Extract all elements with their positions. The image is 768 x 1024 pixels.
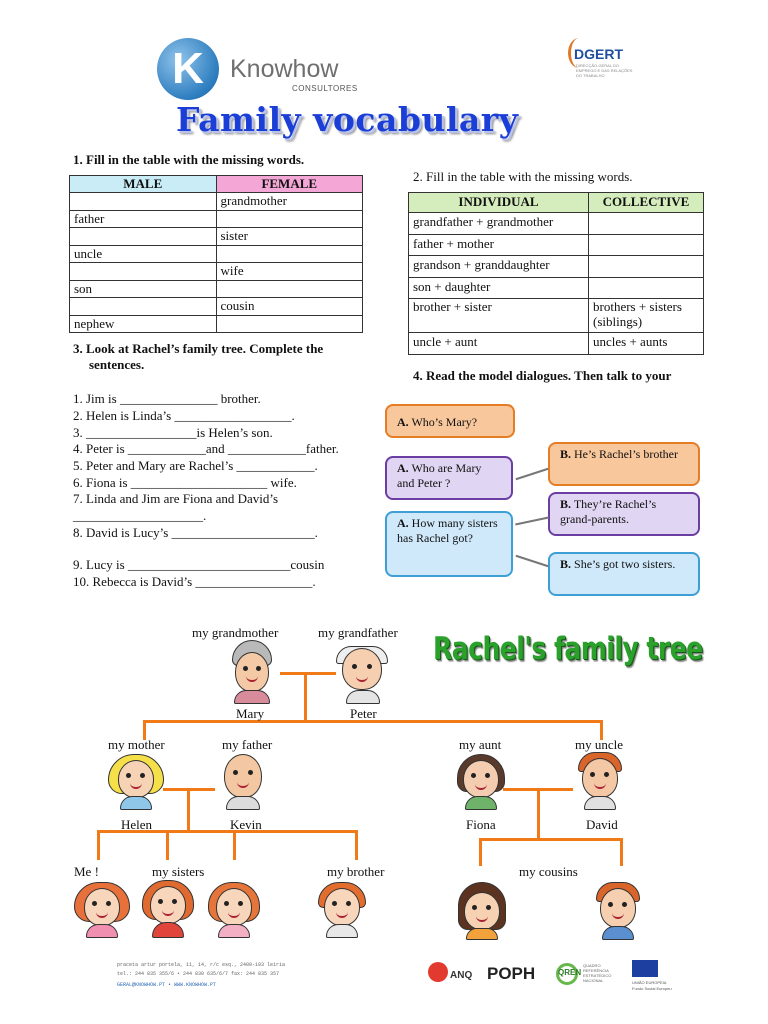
tree-line xyxy=(187,788,190,832)
table-cell[interactable] xyxy=(70,263,217,281)
table-cell: grandson + granddaughter xyxy=(409,256,589,278)
header-individual: INDIVIDUAL xyxy=(409,193,589,213)
eye xyxy=(367,664,372,669)
eye xyxy=(608,902,613,907)
eye xyxy=(172,899,177,904)
cousin2-shirt xyxy=(602,926,634,940)
eye xyxy=(248,770,253,775)
eye xyxy=(106,901,111,906)
dialogue-text: Who’s Mary? xyxy=(411,415,478,429)
label-peter: Peter xyxy=(350,706,377,721)
cousin2-face xyxy=(600,888,636,928)
table-row xyxy=(70,193,363,211)
tree-line xyxy=(479,838,622,841)
tree-line xyxy=(233,830,236,860)
table-row xyxy=(70,263,363,281)
table-cell: son + daughter xyxy=(409,277,589,299)
label-fiona: Fiona xyxy=(466,817,496,832)
tree-line xyxy=(304,672,307,722)
exercise1-table xyxy=(69,175,363,333)
label-me: Me ! xyxy=(74,864,99,879)
dialogue-text: They’re Rachel’s grand-parents. xyxy=(560,497,657,526)
tree-line xyxy=(620,838,623,866)
footer-address: praceta artur portela, 11, 14, r/c esq., 2400-193 leiria xyxy=(117,962,286,968)
dialogue-text: How many sisters has Rachel got? xyxy=(397,516,498,545)
qren-caption: QUADRO REFERÊNCIA ESTRATÉGICO NACIONAL xyxy=(583,963,612,983)
speaker-label: B. xyxy=(560,447,572,461)
eye xyxy=(622,902,627,907)
grandfather-shirt xyxy=(346,690,380,704)
table-row xyxy=(70,280,363,298)
tree-line xyxy=(166,830,169,860)
brand-name: Knowhow xyxy=(230,55,339,83)
label-aunt: my aunt xyxy=(459,737,502,752)
table-cell: grandmother xyxy=(216,193,363,211)
eye xyxy=(126,773,131,778)
sentence-7-cont: ____________________. xyxy=(73,508,207,523)
table-cell: brothers + sisters (siblings) xyxy=(589,299,704,333)
tree-line xyxy=(280,672,336,675)
sister1-shirt xyxy=(152,922,184,938)
table-row xyxy=(409,256,704,278)
exercise3-prompt-line2: sentences. xyxy=(89,357,145,372)
table-cell[interactable] xyxy=(216,210,363,228)
table-cell[interactable] xyxy=(70,228,217,246)
page-title: Family vocabulary xyxy=(176,100,519,139)
table-cell[interactable] xyxy=(216,245,363,263)
sentence-1: 1. Jim is _______________ brother. xyxy=(73,391,261,406)
eye xyxy=(352,664,357,669)
dialogue-b3 xyxy=(548,552,700,596)
table-row xyxy=(70,210,363,228)
mother-face xyxy=(118,760,154,798)
table-cell: brother + sister xyxy=(409,299,589,333)
dialogue-connector xyxy=(516,468,549,480)
dialogue-text: She’s got two sisters. xyxy=(574,557,676,571)
sentence-10: 10. Rebecca is David’s __________________. xyxy=(73,574,316,589)
speaker-label: B. xyxy=(560,557,572,571)
table-row xyxy=(409,299,704,333)
table-cell: cousin xyxy=(216,298,363,316)
eye xyxy=(486,905,491,910)
eye xyxy=(238,901,243,906)
cousin1-shirt xyxy=(466,928,498,940)
exercise3-prompt xyxy=(73,341,363,373)
poph-logo: POPH xyxy=(487,964,536,983)
exercise3-prompt-line1: 3. Look at Rachel’s family tree. Complete the xyxy=(73,341,324,356)
family-tree-title: Rachel's family tree xyxy=(433,630,703,667)
brother-face xyxy=(324,888,360,926)
sentence-3: 3. _________________is Helen’s son. xyxy=(73,425,273,440)
table-cell: uncles + aunts xyxy=(589,333,704,355)
knowhow-logo-letter: K xyxy=(172,44,204,93)
sister2-face xyxy=(216,888,252,926)
speaker-label: A. xyxy=(397,461,409,475)
table-cell: uncle + aunt xyxy=(409,333,589,355)
dialogue-a1 xyxy=(385,404,515,438)
table-row xyxy=(409,333,704,355)
header-collective: COLLECTIVE xyxy=(589,193,704,213)
table-cell: grandfather + grandmother xyxy=(409,213,589,235)
dgert-logo: DGERT xyxy=(574,46,623,62)
table-cell[interactable] xyxy=(216,315,363,333)
table-cell: wife xyxy=(216,263,363,281)
grandmother-shirt xyxy=(234,690,270,704)
tree-line xyxy=(355,830,358,860)
exercise2-prompt: 2. Fill in the table with the missing words. xyxy=(413,169,633,184)
label-kevin: Kevin xyxy=(230,817,262,832)
eu-logo-label: UNIÃO EUROPEIA xyxy=(632,980,667,985)
header-male: MALE xyxy=(70,176,217,193)
mother-shirt xyxy=(120,796,152,810)
table-cell[interactable] xyxy=(589,234,704,256)
eye xyxy=(224,901,229,906)
label-sisters: my sisters xyxy=(152,864,205,879)
sentence-7: 7. Linda and Jim are Fiona and David’s xyxy=(73,491,279,506)
table-cell[interactable] xyxy=(589,277,704,299)
dialogue-b1 xyxy=(548,442,700,486)
label-grandfather: my grandfather xyxy=(318,625,398,640)
footer-phone: tel.: 244 835 355/6 • 244 830 635/6/7 fax: 244 835 357 xyxy=(117,971,280,977)
sentence-5: 5. Peter and Mary are Rachel’s ____________. xyxy=(73,458,318,473)
sentence-4: 4. Peter is ____________and ____________father. xyxy=(73,441,339,456)
grandmother-face xyxy=(235,652,269,692)
uncle-face xyxy=(582,758,618,798)
label-cousins: my cousins xyxy=(519,864,578,879)
eye xyxy=(140,773,145,778)
speaker-label: B. xyxy=(560,497,572,511)
eye xyxy=(233,770,238,775)
anq-logo: ANQ xyxy=(450,970,473,981)
eye xyxy=(471,773,476,778)
sentence-9: 9. Lucy is _________________________cousin xyxy=(73,557,325,572)
father-shirt xyxy=(226,796,260,810)
sentence-8: 8. David is Lucy’s ______________________. xyxy=(73,525,318,540)
footer-email[interactable]: GERAL@KNOWHOW.PT • WWW.KNOWHOW.PT xyxy=(117,982,217,988)
eu-flag-icon xyxy=(632,960,658,977)
grandfather-face xyxy=(342,648,382,690)
table-row xyxy=(70,228,363,246)
dialogue-text: Who are Mary and Peter ? xyxy=(397,461,482,490)
tree-line xyxy=(97,830,100,860)
table-cell[interactable] xyxy=(70,193,217,211)
dialogue-connector xyxy=(516,555,549,567)
eye xyxy=(346,901,351,906)
sentence-6: 6. Fiona is _____________________ wife. xyxy=(73,475,297,490)
table-cell[interactable] xyxy=(216,280,363,298)
table-cell: son xyxy=(70,280,217,298)
speaker-label: A. xyxy=(397,415,409,429)
table-row xyxy=(409,213,704,235)
exercise4-prompt: 4. Read the model dialogues. Then talk to your xyxy=(413,368,672,383)
eye xyxy=(332,901,337,906)
label-david: David xyxy=(586,817,618,832)
label-helen: Helen xyxy=(121,817,153,832)
sentence-2: 2. Helen is Linda’s __________________. xyxy=(73,408,295,423)
sister2-shirt xyxy=(218,924,250,938)
table-cell: father + mother xyxy=(409,234,589,256)
table-cell[interactable] xyxy=(589,213,704,235)
table-cell: father xyxy=(70,210,217,228)
speaker-label: A. xyxy=(397,516,409,530)
rachel-shirt xyxy=(86,924,118,938)
aunt-face xyxy=(463,760,499,798)
table-row xyxy=(409,234,704,256)
table-cell[interactable] xyxy=(70,298,217,316)
aunt-shirt xyxy=(465,796,497,810)
eye xyxy=(485,773,490,778)
eye xyxy=(158,899,163,904)
table-row xyxy=(70,315,363,333)
eye xyxy=(92,901,97,906)
table-cell: uncle xyxy=(70,245,217,263)
dialogue-a2 xyxy=(385,456,513,500)
tree-line xyxy=(537,788,540,840)
table-cell[interactable] xyxy=(589,256,704,278)
dgert-subtitle: DIRECÇÃO-GERAL DO EMPREGO E DAS RELAÇÕES DO TRABALHO xyxy=(576,63,633,78)
eye xyxy=(256,666,261,671)
label-grandmother: my grandmother xyxy=(192,625,279,640)
brother-shirt xyxy=(326,924,358,938)
label-mother: my mother xyxy=(108,737,165,752)
anq-logo-icon xyxy=(428,962,448,982)
tree-line xyxy=(479,838,482,866)
uncle-shirt xyxy=(584,796,616,810)
qren-logo: QREN xyxy=(558,968,582,977)
exercise1-prompt: 1. Fill in the table with the missing words. xyxy=(73,152,305,167)
header-female: FEMALE xyxy=(216,176,363,193)
eye xyxy=(590,772,595,777)
rachel-face xyxy=(84,888,120,926)
table-cell: nephew xyxy=(70,315,217,333)
dialogue-a3 xyxy=(385,511,513,577)
exercise2-table xyxy=(408,192,704,355)
table-row xyxy=(70,298,363,316)
label-father: my father xyxy=(222,737,273,752)
dialogue-b2 xyxy=(548,492,700,536)
father-face xyxy=(224,754,262,798)
eu-fund-label: Fundo Social Europeu xyxy=(632,986,672,991)
eye xyxy=(472,905,477,910)
table-row xyxy=(409,277,704,299)
label-uncle: my uncle xyxy=(575,737,624,752)
eye xyxy=(604,772,609,777)
sister1-face xyxy=(150,886,186,924)
table-row xyxy=(70,245,363,263)
label-mary: Mary xyxy=(236,706,265,721)
table-cell: sister xyxy=(216,228,363,246)
dialogue-connector xyxy=(515,516,549,525)
cousin1-face xyxy=(464,892,500,930)
dialogue-text: He’s Rachel’s brother xyxy=(574,447,678,461)
label-brother: my brother xyxy=(327,864,385,879)
eye xyxy=(243,666,248,671)
brand-subtitle: CONSULTORES xyxy=(292,84,358,93)
